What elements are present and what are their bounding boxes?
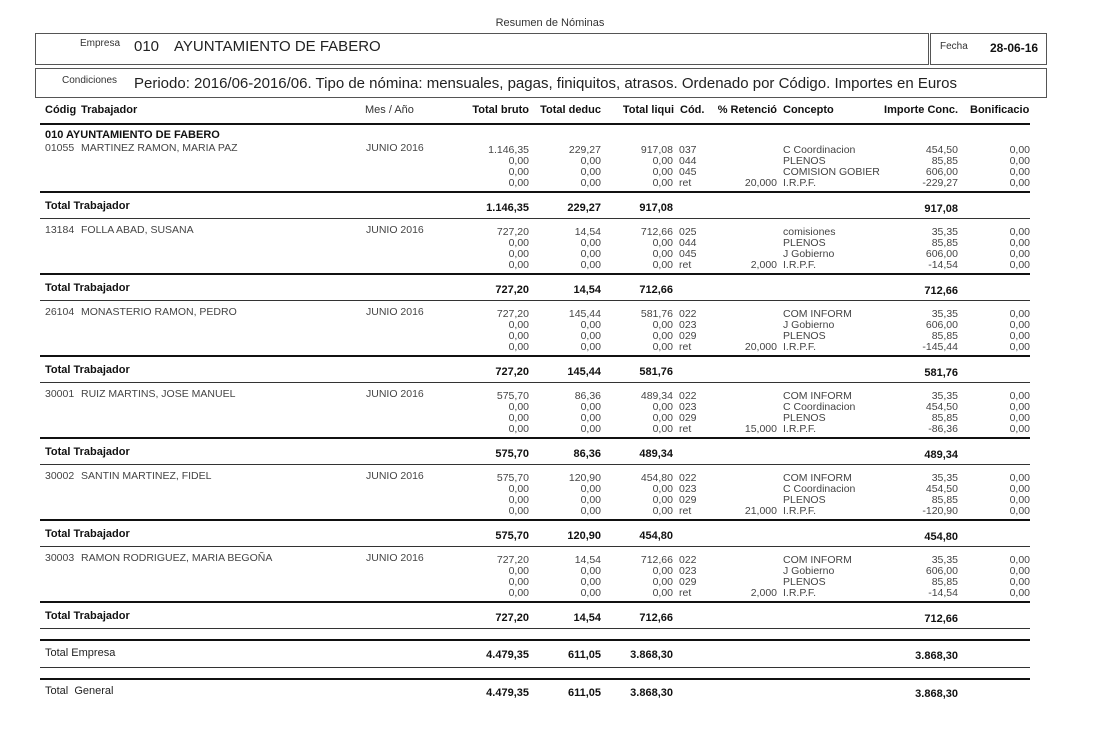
line-concepto: I.R.P.F. [783,423,817,435]
line-cod: 044 [679,155,697,167]
line-total-bruto: 727,20 [496,226,529,238]
rule-worker-total [40,355,1030,357]
total-trabajador-deduc: 145,44 [567,366,601,378]
worker-month: JUNIO 2016 [366,470,424,482]
line-importe: -86,36 [928,423,958,435]
line-cod: 045 [679,166,697,178]
rule-worker-total-bottom [40,628,1030,629]
rule-total-empresa [40,639,1030,641]
line-cod: 029 [679,576,697,588]
worker-month: JUNIO 2016 [366,552,424,564]
line-total-deduc: 0,00 [580,319,601,331]
rule-worker-total-bottom [40,300,1030,301]
line-total-bruto: 0,00 [508,412,529,424]
line-total-deduc: 0,00 [580,330,601,342]
worker-name: RAMON RODRIGUEZ, MARIA BEGOÑA [81,552,273,564]
line-importe: -229,27 [922,177,958,189]
line-total-deduc: 0,00 [580,259,601,271]
line-concepto: I.R.P.F. [783,587,817,599]
line-bonificacion: 0,00 [1009,330,1030,342]
line-importe: 454,50 [925,483,958,495]
line-total-bruto: 0,00 [508,259,529,271]
line-total-bruto: 0,00 [508,494,529,506]
line-concepto: I.R.P.F. [783,341,817,353]
rule-worker-total-bottom [40,464,1030,465]
line-total-bruto: 727,20 [496,554,529,566]
line-total-liqui: 0,00 [652,483,673,495]
line-importe: 454,50 [925,144,958,156]
line-bonificacion: 0,00 [1009,412,1030,424]
rule-worker-total [40,273,1030,275]
line-bonificacion: 0,00 [1009,587,1030,599]
line-total-liqui: 917,08 [640,144,673,156]
line-bonificacion: 0,00 [1009,155,1030,167]
line-total-deduc: 14,54 [574,226,601,238]
line-cod: 022 [679,308,697,320]
total-trabajador-importe: 581,76 [924,367,958,379]
line-bonificacion: 0,00 [1009,505,1030,517]
col-codigo: Códig [45,104,77,116]
line-importe: -14,54 [928,259,958,271]
line-importe: 606,00 [925,248,958,260]
line-importe: 35,35 [931,472,958,484]
line-concepto: COMISION GOBIER [783,166,880,178]
line-total-deduc: 0,00 [580,494,601,506]
rule-worker-total-bottom [40,382,1030,383]
line-cod: 023 [679,565,697,577]
worker-name: MONASTERIO RAMON, PEDRO [81,306,237,318]
line-total-liqui: 0,00 [652,505,673,517]
col-total-deduc: Total deduc [540,104,601,116]
line-total-liqui: 0,00 [652,319,673,331]
line-importe: 85,85 [931,576,958,588]
line-retencion: 2,000 [750,587,777,599]
line-cod: 029 [679,412,697,424]
col-concepto: Concepto [783,104,834,116]
company-code: 010 [134,38,160,55]
line-total-deduc: 0,00 [580,177,601,189]
total-trabajador-deduc: 14,54 [573,612,601,624]
line-total-deduc: 0,00 [580,155,601,167]
line-bonificacion: 0,00 [1009,341,1030,353]
line-concepto: PLENOS [783,155,826,167]
total-trabajador-deduc: 120,90 [567,530,601,542]
company-name: AYUNTAMIENTO DE FABERO [174,38,381,55]
col-bonificacion: Bonificacio [970,104,1030,116]
line-concepto: PLENOS [783,576,826,588]
line-total-liqui: 0,00 [652,565,673,577]
worker-month: JUNIO 2016 [366,142,424,154]
total-general-label: Total General [45,685,114,697]
line-importe: 85,85 [931,330,958,342]
line-cod: 023 [679,483,697,495]
line-cod: 022 [679,390,697,402]
line-importe: -120,90 [922,505,958,517]
rule-worker-total [40,437,1030,439]
line-bonificacion: 0,00 [1009,472,1030,484]
total-trabajador-importe: 454,80 [924,531,958,543]
line-importe: 35,35 [931,226,958,238]
line-total-liqui: 0,00 [652,330,673,342]
total-trabajador-liqui: 454,80 [639,530,673,542]
worker-name: SANTIN MARTINEZ, FIDEL [81,470,212,482]
worker-name: RUIZ MARTINS, JOSE MANUEL [81,388,236,400]
total-empresa-liqui: 3.868,30 [630,649,673,661]
line-concepto: PLENOS [783,330,826,342]
line-bonificacion: 0,00 [1009,390,1030,402]
line-cod: ret [679,341,692,353]
line-concepto: COM INFORM [783,390,852,402]
total-general-deduc: 611,05 [567,687,601,699]
rule-total-empresa-2 [40,667,1030,668]
line-bonificacion: 0,00 [1009,166,1030,178]
line-retencion: 21,000 [744,505,777,517]
col-mes: Mes / Año [365,104,414,116]
company-box [35,33,929,65]
date-label: Fecha [940,41,968,52]
line-total-deduc: 0,00 [580,587,601,599]
conditions-text: Periodo: 2016/06-2016/06. Tipo de nómina: mensuales, pagas, finiquitos, atrasos. Ordenado por Código. Importes en Euros [134,75,958,92]
line-concepto: PLENOS [783,237,826,249]
line-total-liqui: 0,00 [652,587,673,599]
line-total-deduc: 86,36 [574,390,601,402]
line-cod: ret [679,259,692,271]
line-cod: 022 [679,554,697,566]
col-cod: Cód. [680,104,705,116]
line-total-deduc: 0,00 [580,565,601,577]
line-importe: 454,50 [925,401,958,413]
worker-code: 13184 [45,224,75,236]
line-concepto: I.R.P.F. [783,505,817,517]
company-label: Empresa [80,38,121,49]
line-total-liqui: 712,66 [640,554,673,566]
rule-worker-total [40,519,1030,521]
line-total-bruto: 0,00 [508,330,529,342]
line-total-deduc: 120,90 [568,472,601,484]
line-bonificacion: 0,00 [1009,401,1030,413]
worker-month: JUNIO 2016 [366,224,424,236]
worker-name: FOLLA ABAD, SUSANA [81,224,194,236]
line-total-liqui: 0,00 [652,576,673,588]
total-trabajador-label: Total Trabajador [45,528,130,540]
line-total-liqui: 0,00 [652,412,673,424]
line-total-bruto: 1.146,35 [488,144,529,156]
line-cod: 045 [679,248,697,260]
total-empresa-bruto: 4.479,35 [486,649,529,661]
line-total-bruto: 0,00 [508,483,529,495]
worker-code: 26104 [45,306,75,318]
line-total-deduc: 14,54 [574,554,601,566]
line-total-bruto: 575,70 [496,472,529,484]
total-trabajador-bruto: 727,20 [495,284,529,296]
line-importe: 606,00 [925,565,958,577]
line-total-liqui: 0,00 [652,423,673,435]
total-trabajador-liqui: 712,66 [639,612,673,624]
line-importe: 85,85 [931,412,958,424]
line-total-liqui: 0,00 [652,237,673,249]
line-bonificacion: 0,00 [1009,483,1030,495]
line-concepto: COM INFORM [783,308,852,320]
line-cod: ret [679,423,692,435]
line-total-deduc: 145,44 [568,308,601,320]
line-concepto: C Coordinacion [783,483,856,495]
line-importe: 85,85 [931,237,958,249]
header-rule [40,123,1030,125]
line-total-deduc: 0,00 [580,483,601,495]
line-cod: 037 [679,144,697,156]
total-trabajador-label: Total Trabajador [45,282,130,294]
line-concepto: C Coordinacion [783,144,856,156]
line-importe: 35,35 [931,390,958,402]
worker-code: 01055 [45,142,75,154]
total-trabajador-deduc: 229,27 [567,202,601,214]
line-bonificacion: 0,00 [1009,226,1030,238]
worker-month: JUNIO 2016 [366,388,424,400]
line-cod: 025 [679,226,697,238]
line-bonificacion: 0,00 [1009,423,1030,435]
line-total-bruto: 0,00 [508,319,529,331]
col-retencion: % Retenció [717,104,777,116]
total-trabajador-importe: 712,66 [924,613,958,625]
line-total-deduc: 0,00 [580,576,601,588]
total-trabajador-label: Total Trabajador [45,364,130,376]
line-bonificacion: 0,00 [1009,319,1030,331]
line-cod: ret [679,505,692,517]
line-total-bruto: 575,70 [496,390,529,402]
line-retencion: 2,000 [750,259,777,271]
line-bonificacion: 0,00 [1009,177,1030,189]
line-bonificacion: 0,00 [1009,144,1030,156]
line-total-deduc: 0,00 [580,423,601,435]
line-concepto: COM INFORM [783,554,852,566]
line-importe: 606,00 [925,166,958,178]
report-title: Resumen de Nóminas [495,17,605,29]
line-total-liqui: 0,00 [652,248,673,260]
line-total-bruto: 0,00 [508,423,529,435]
total-trabajador-label: Total Trabajador [45,200,130,212]
line-bonificacion: 0,00 [1009,576,1030,588]
line-total-liqui: 0,00 [652,341,673,353]
total-general-importe: 3.868,30 [915,688,958,700]
line-cod: ret [679,177,692,189]
date-value: 28-06-16 [990,41,1039,55]
line-total-deduc: 0,00 [580,341,601,353]
line-importe: -14,54 [928,587,958,599]
line-total-liqui: 0,00 [652,166,673,178]
line-cod: 029 [679,330,697,342]
total-trabajador-liqui: 489,34 [639,448,673,460]
total-trabajador-importe: 917,08 [924,203,958,215]
rule-total-general [40,678,1030,680]
total-trabajador-bruto: 575,70 [495,530,529,542]
line-total-deduc: 0,00 [580,412,601,424]
total-trabajador-bruto: 727,20 [495,366,529,378]
line-importe: 85,85 [931,155,958,167]
total-trabajador-liqui: 917,08 [639,202,673,214]
worker-code: 30002 [45,470,75,482]
line-total-bruto: 0,00 [508,166,529,178]
line-total-deduc: 0,00 [580,401,601,413]
total-trabajador-importe: 489,34 [924,449,958,461]
total-empresa-label: Total Empresa [45,647,116,659]
col-importe: Importe Conc. [884,104,958,116]
line-total-liqui: 0,00 [652,401,673,413]
line-bonificacion: 0,00 [1009,494,1030,506]
rule-worker-total-bottom [40,546,1030,547]
total-general-bruto: 4.479,35 [486,687,529,699]
line-total-bruto: 727,20 [496,308,529,320]
line-concepto: I.R.P.F. [783,177,817,189]
line-total-deduc: 0,00 [580,505,601,517]
line-cod: ret [679,587,692,599]
line-total-deduc: 0,00 [580,166,601,178]
line-importe: 85,85 [931,494,958,506]
worker-name: MARTINEZ RAMON, MARIA PAZ [81,142,238,154]
total-trabajador-label: Total Trabajador [45,610,130,622]
rule-worker-total-bottom [40,218,1030,219]
line-total-bruto: 0,00 [508,401,529,413]
line-retencion: 20,000 [744,341,777,353]
group-title: 010 AYUNTAMIENTO DE FABERO [45,129,220,141]
total-trabajador-importe: 712,66 [924,285,958,297]
line-total-liqui: 581,76 [640,308,673,320]
total-trabajador-bruto: 727,20 [495,612,529,624]
line-concepto: comisiones [783,226,836,238]
line-cod: 029 [679,494,697,506]
line-concepto: J Gobierno [783,565,835,577]
line-cod: 023 [679,401,697,413]
line-bonificacion: 0,00 [1009,308,1030,320]
line-concepto: J Gobierno [783,248,835,260]
line-bonificacion: 0,00 [1009,248,1030,260]
col-total-liqui: Total liqui [622,104,674,116]
conditions-label: Condiciones [62,75,118,86]
line-cod: 023 [679,319,697,331]
line-importe: 35,35 [931,554,958,566]
line-total-liqui: 0,00 [652,494,673,506]
line-total-liqui: 489,34 [640,390,673,402]
line-bonificacion: 0,00 [1009,237,1030,249]
total-general-liqui: 3.868,30 [630,687,673,699]
line-importe: 35,35 [931,308,958,320]
line-cod: 044 [679,237,697,249]
line-total-bruto: 0,00 [508,155,529,167]
rule-worker-total [40,191,1030,193]
line-total-deduc: 229,27 [568,144,601,156]
line-bonificacion: 0,00 [1009,565,1030,577]
line-concepto: PLENOS [783,412,826,424]
line-total-bruto: 0,00 [508,177,529,189]
line-total-liqui: 454,80 [640,472,673,484]
line-importe: 606,00 [925,319,958,331]
line-total-deduc: 0,00 [580,237,601,249]
line-total-bruto: 0,00 [508,587,529,599]
total-trabajador-deduc: 14,54 [573,284,601,296]
line-total-liqui: 712,66 [640,226,673,238]
total-trabajador-liqui: 712,66 [639,284,673,296]
total-trabajador-bruto: 575,70 [495,448,529,460]
line-retencion: 15,000 [744,423,777,435]
line-concepto: J Gobierno [783,319,835,331]
line-total-bruto: 0,00 [508,341,529,353]
line-total-deduc: 0,00 [580,248,601,260]
col-trabajador: Trabajador [81,104,138,116]
rule-worker-total [40,601,1030,603]
line-total-liqui: 0,00 [652,259,673,271]
total-trabajador-label: Total Trabajador [45,446,130,458]
line-concepto: I.R.P.F. [783,259,817,271]
line-total-liqui: 0,00 [652,177,673,189]
line-total-liqui: 0,00 [652,155,673,167]
line-cod: 022 [679,472,697,484]
worker-month: JUNIO 2016 [366,306,424,318]
total-trabajador-liqui: 581,76 [639,366,673,378]
worker-code: 30003 [45,552,75,564]
line-concepto: PLENOS [783,494,826,506]
line-concepto: COM INFORM [783,472,852,484]
col-total-bruto: Total bruto [472,104,529,116]
total-trabajador-bruto: 1.146,35 [486,202,529,214]
line-importe: -145,44 [922,341,958,353]
line-concepto: C Coordinacion [783,401,856,413]
line-bonificacion: 0,00 [1009,259,1030,271]
line-retencion: 20,000 [744,177,777,189]
total-empresa-deduc: 611,05 [567,649,601,661]
line-total-bruto: 0,00 [508,576,529,588]
line-total-bruto: 0,00 [508,248,529,260]
worker-code: 30001 [45,388,75,400]
total-trabajador-deduc: 86,36 [573,448,601,460]
line-total-bruto: 0,00 [508,237,529,249]
total-empresa-importe: 3.868,30 [915,650,958,662]
line-total-bruto: 0,00 [508,565,529,577]
line-bonificacion: 0,00 [1009,554,1030,566]
line-total-bruto: 0,00 [508,505,529,517]
